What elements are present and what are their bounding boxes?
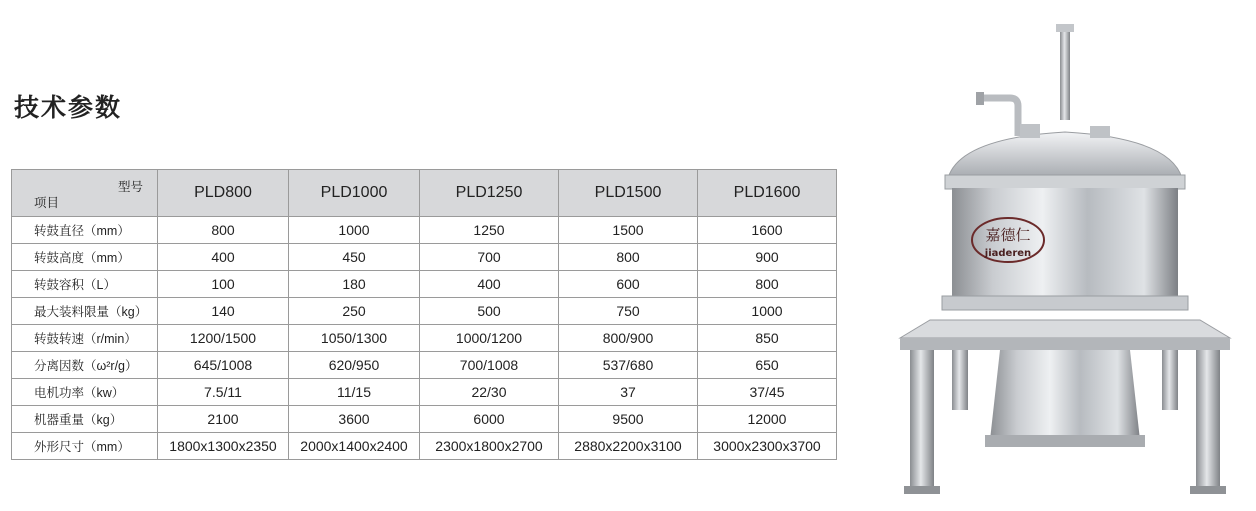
table-header-row [12,170,837,217]
row-label: 转鼓高度（mm） [12,244,158,271]
table-cell: 37 [559,379,698,406]
table-row [12,325,837,352]
table-row [12,406,837,433]
table-cell: 2880x2200x3100 [559,433,698,460]
table-row [12,217,837,244]
table-cell: 1800x1300x2350 [158,433,289,460]
leg-shape [1196,350,1220,490]
table-cell: 700/1008 [420,352,559,379]
model-header: PLD800 [158,170,289,217]
table-cell: 7.5/11 [158,379,289,406]
elbow-flange-shape [976,92,984,105]
table-cell: 450 [289,244,420,271]
elbow-pipe-shape [982,98,1018,136]
corner-header [12,170,158,217]
table-cell: 140 [158,298,289,325]
leg-shape [1162,350,1178,410]
table-cell: 3000x2300x3700 [698,433,837,460]
table-cell: 1000/1200 [420,325,559,352]
table-row [12,298,837,325]
table-cell: 600 [559,271,698,298]
table-cell: 2300x1800x2700 [420,433,559,460]
table-cell: 850 [698,325,837,352]
table-cell: 3600 [289,406,420,433]
table-cell: 1600 [698,217,837,244]
table-cell: 900 [698,244,837,271]
dome-lid-shape [948,132,1182,178]
table-cell: 800/900 [559,325,698,352]
top-rim-shape [945,175,1185,189]
table-cell: 1050/1300 [289,325,420,352]
table-row [12,433,837,460]
table-row [12,352,837,379]
table-cell: 800 [559,244,698,271]
cone-housing-shape [990,350,1140,440]
model-header: PLD1250 [420,170,559,217]
table-cell: 700 [420,244,559,271]
table-cell: 2100 [158,406,289,433]
table-cell: 1000 [698,298,837,325]
table-cell: 650 [698,352,837,379]
table-cell: 250 [289,298,420,325]
row-label: 电机功率（kw） [12,379,158,406]
model-header: PLD1500 [559,170,698,217]
corner-item-label: 项目 [34,196,60,210]
row-label: 转鼓直径（mm） [12,217,158,244]
row-label: 最大装料限量（kg） [12,298,158,325]
table-row [12,379,837,406]
table-cell: 400 [158,244,289,271]
lid-fitting-shape [1020,124,1040,138]
table-cell: 1000 [289,217,420,244]
table-cell: 180 [289,271,420,298]
row-label: 外形尺寸（mm） [12,433,158,460]
logo-brand-en: jiaderen [984,248,1032,259]
table-cell: 620/950 [289,352,420,379]
top-pipe-cap-shape [1056,24,1074,32]
table-cell: 500 [420,298,559,325]
centrifuge-machine-image [890,20,1240,500]
row-label: 分离因数（ω²r/g） [12,352,158,379]
logo-brand-cn: 嘉德仁 [985,226,1031,244]
table-cell: 9500 [559,406,698,433]
table-cell: 22/30 [420,379,559,406]
table-cell: 100 [158,271,289,298]
top-pipe-shape [1060,28,1070,120]
table-cell: 750 [559,298,698,325]
model-header: PLD1000 [289,170,420,217]
table-cell: 37/45 [698,379,837,406]
table-row [12,271,837,298]
bottom-rim-shape [942,296,1188,310]
table-cell: 800 [158,217,289,244]
table-cell: 1200/1500 [158,325,289,352]
corner-model-label: 型号 [117,180,143,194]
table-cell: 1500 [559,217,698,244]
page-title: 技术参数 [14,93,123,122]
table-row [12,244,837,271]
leg-shape [910,350,934,490]
table-cell: 11/15 [289,379,420,406]
table-cell: 400 [420,271,559,298]
table-cell: 645/1008 [158,352,289,379]
table-cell: 1250 [420,217,559,244]
table-cell: 800 [698,271,837,298]
leg-foot-shape [1190,486,1226,494]
spec-table [11,169,837,460]
table-cell: 537/680 [559,352,698,379]
table-cell: 2000x1400x2400 [289,433,420,460]
cone-base-shape [985,435,1145,447]
row-label: 机器重量（kg） [12,406,158,433]
base-plate-shape [900,320,1230,338]
table-cell: 6000 [420,406,559,433]
base-plate-edge-shape [900,338,1230,350]
leg-foot-shape [904,486,940,494]
row-label: 转鼓容积（L） [12,271,158,298]
row-label: 转鼓转速（r/min） [12,325,158,352]
model-header: PLD1600 [698,170,837,217]
leg-shape [952,350,968,410]
lid-fitting-shape [1090,126,1110,138]
table-cell: 12000 [698,406,837,433]
